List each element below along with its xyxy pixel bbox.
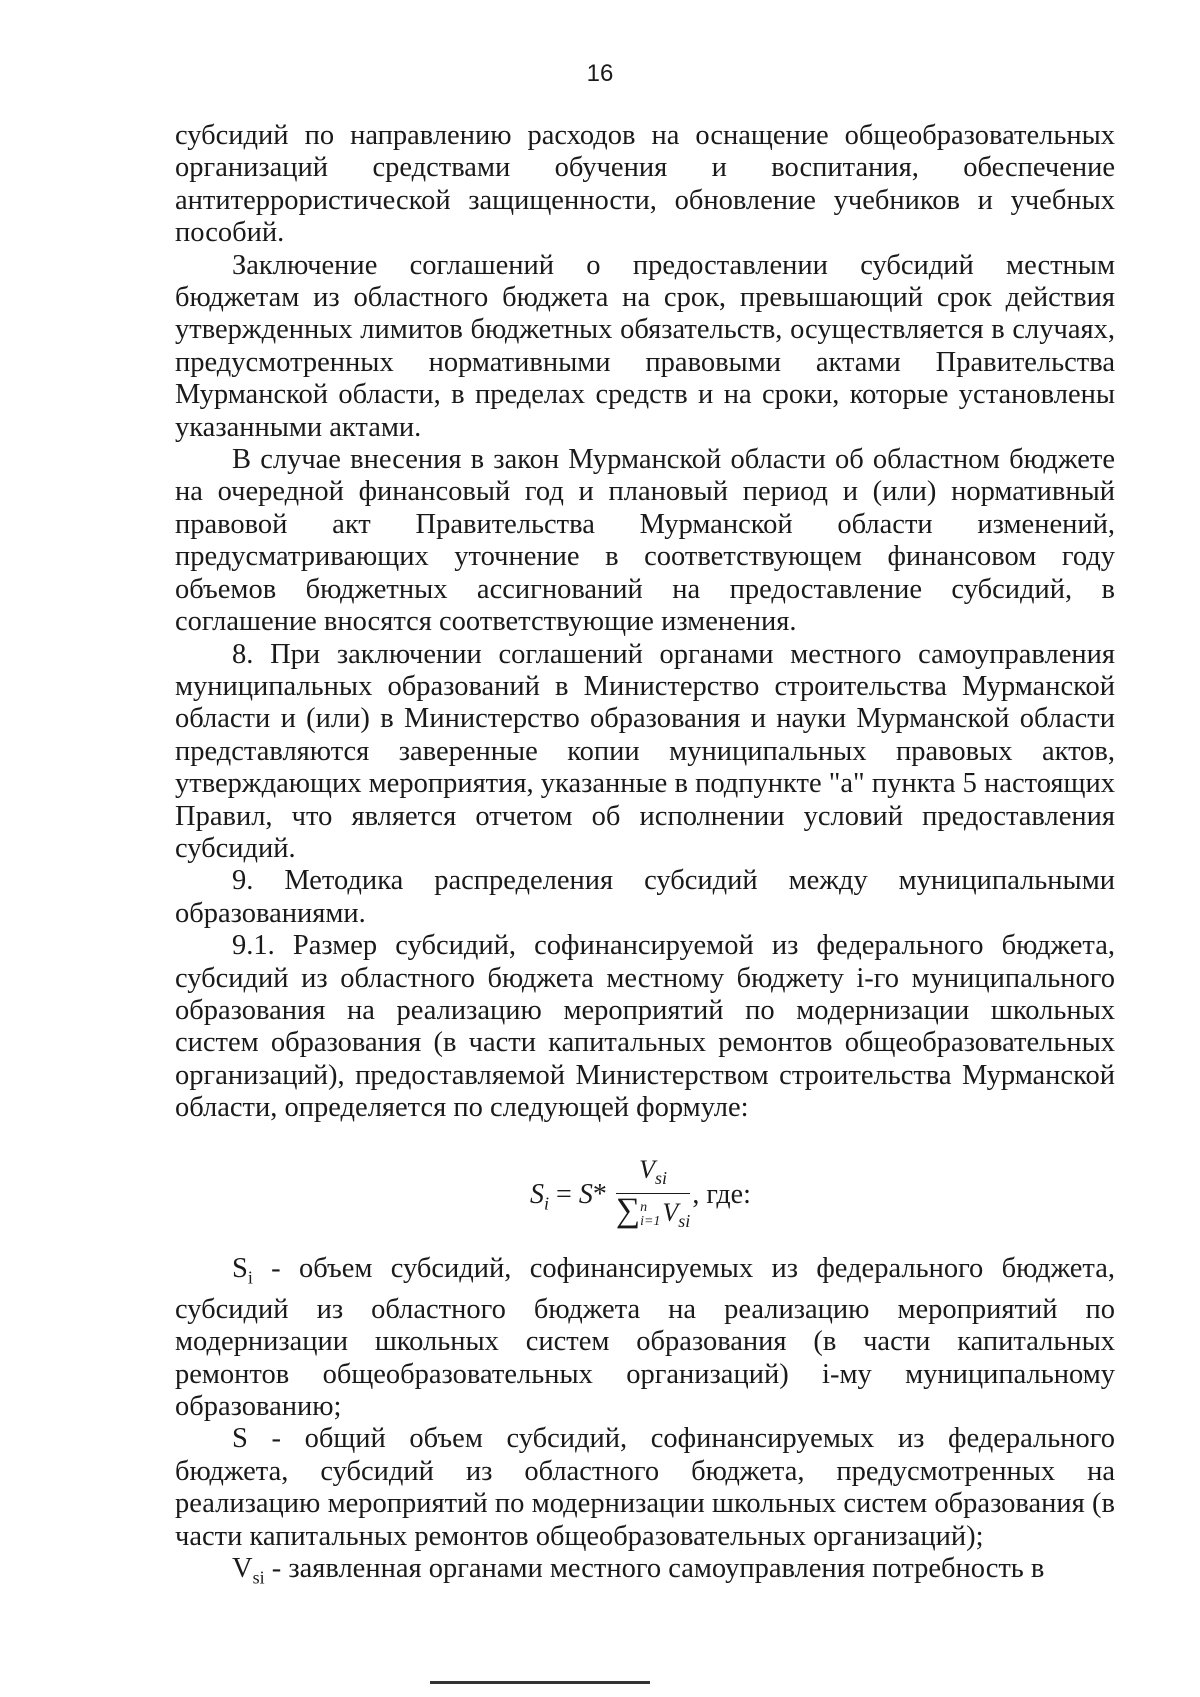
term-s: S [232, 1423, 248, 1455]
formula-denominator [615, 1191, 691, 1238]
formula-lhs: S [530, 1178, 544, 1210]
term-vsi-sub: si [252, 1567, 265, 1588]
paragraph: Заключение соглашений о предоставлении субсидий местным бюджетам из областного бюджета на срок, превышающий срок действия утвержденных лимитов бюджетных обязательств, осуществляется в случаях, предусмотренных нормативными правовыми актами Правительства Мурманской области, в пределах средств и на сроки, которые установлены указанными актами. [175, 249, 1115, 443]
denominator-sub: si [678, 1210, 691, 1231]
term-vsi-base: V [232, 1552, 253, 1584]
definition-si [175, 1253, 1115, 1424]
sigma-limits [640, 1201, 660, 1229]
definition-vsi-text: - заявленная органами местного самоуправления потребность в [264, 1552, 1045, 1584]
paragraph: В случае внесения в закон Мурманской области об областном бюджете на очередной финансовый год и плановый период и (или) нормативный правовой акт Правительства Мурманской области изменений, предусматривающих уточнение в соответствующем финансовом году объемов бюджетных ассигнований на предоставление субсидий, в соглашение вносятся соответствующие изменения. [175, 444, 1115, 638]
formula-lhs-sub: i [544, 1193, 550, 1214]
definition-vsi [175, 1553, 1115, 1594]
distribution-formula [530, 1155, 751, 1238]
definition-si-text: - объем субсидий, софинансируемых из федерального бюджета, субсидий из областного бюджета на реализацию мероприятий по модернизации школьных систем образования (в части капитальных ремонтов общеобразовательных организаций) i-му муниципальному образованию; [175, 1252, 1115, 1422]
paragraph: 8. При заключении соглашений органами местного самоуправления муниципальных образований в Министерство строительства Мурманской области и (или) в Министерство образования и науки Мурманской области представляются заверенные копии муниципальных правовых актов, утверждающих мероприятия, указанные в подпункте "а" пункта 5 настоящих Правил, что является отчетом об исполнении условий предоставления субсидий. [175, 638, 1115, 864]
formula-times: * [592, 1178, 607, 1210]
formula-fraction [616, 1155, 691, 1238]
denominator-base: V [662, 1197, 679, 1227]
numerator-base: V [639, 1154, 655, 1184]
term-si-base: S [232, 1252, 248, 1284]
sigma-upper: n [640, 1199, 648, 1215]
paragraph: 9.1. Размер субсидий, софинансируемой из федерального бюджета, субсидий из областного бюджета местному бюджету i-го муниципального образования на реализацию мероприятий по модернизации школьных систем образования (в части капитальных ремонтов общеобразовательных организаций), предоставляемой Министерством строительства Мурманской области, определяется по следующей формуле: [175, 930, 1115, 1124]
document-body [175, 120, 1115, 1594]
sigma-symbol: ∑ [615, 1191, 641, 1229]
formula-equals: = [549, 1178, 579, 1210]
footer-rule [430, 1681, 650, 1684]
sigma-lower: i=1 [640, 1213, 661, 1229]
definition-s [175, 1423, 1115, 1553]
formula-trailer: , где: [692, 1178, 751, 1210]
paragraph: 9. Методика распределения субсидий между муниципальными образованиями. [175, 865, 1115, 929]
paragraph: субсидий по направлению расходов на оснащение общеобразовательных организаций средствами обучения и воспитания, обеспечение антитеррористической защищенности, обновление учебников и учебных пособий. [175, 120, 1115, 249]
numerator-sub: si [655, 1167, 668, 1188]
formula-block [175, 1125, 1115, 1253]
formula-numerator [616, 1155, 691, 1194]
formula-s: S [578, 1178, 593, 1210]
page-number: 16 [586, 60, 614, 87]
term-si-sub: i [247, 1267, 253, 1288]
definition-s-text: - общий объем субсидий, софинансируемых из федерального бюджета, субсидий из областного бюджета, предусмотренных на реализацию мероприятий по модернизации школьных систем образования (в части капитальных ремонтов общеобразовательных организаций); [175, 1423, 1115, 1552]
